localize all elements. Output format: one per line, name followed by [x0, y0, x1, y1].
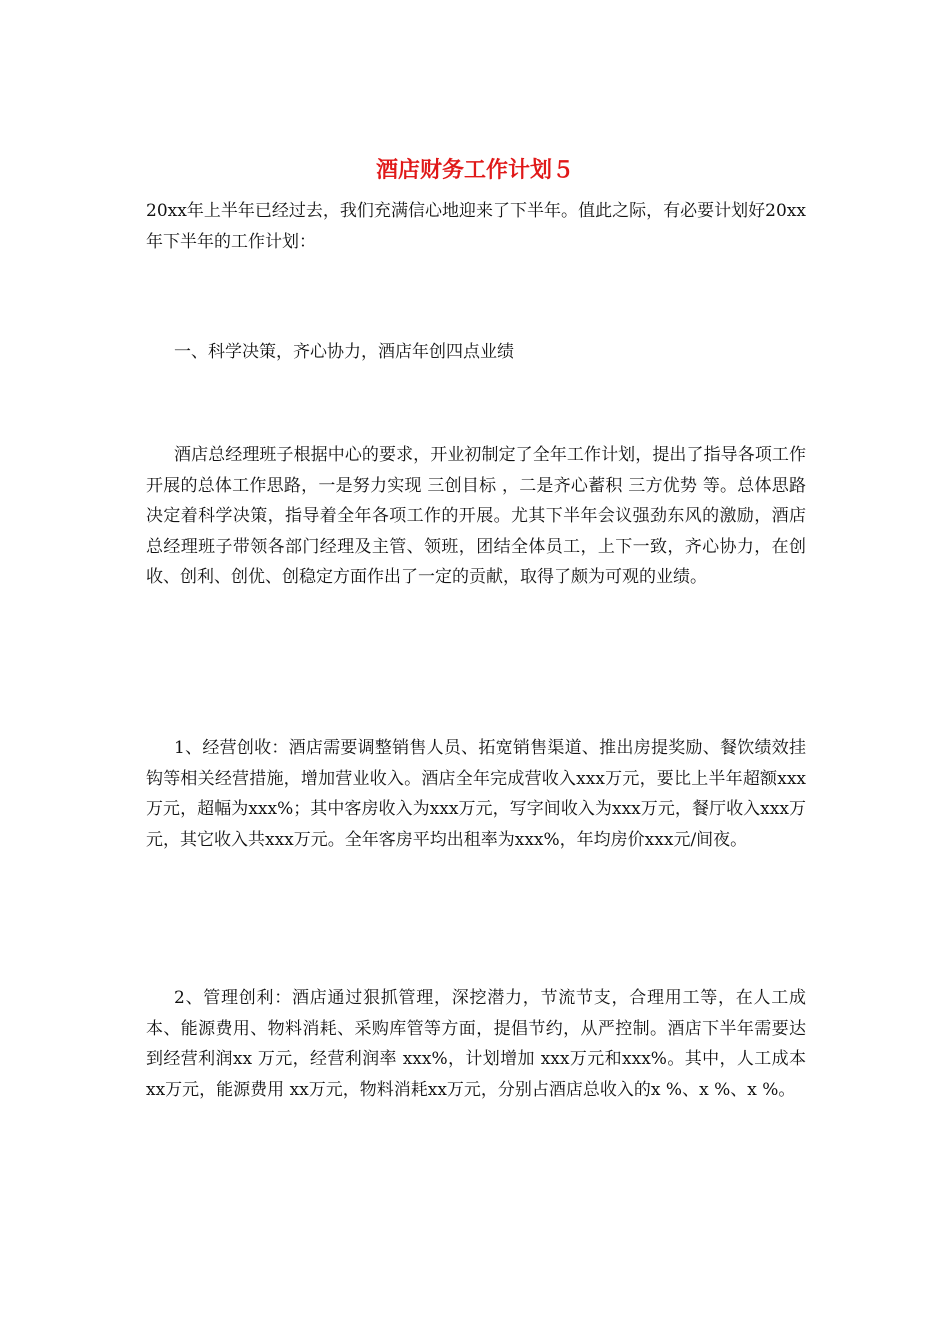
- section-1-heading: 一、科学决策，齐心协力，酒店年创四点业绩: [174, 342, 514, 362]
- item-2-paragraph: 2、管理创利：酒店通过狠抓管理，深挖潜力，节流节支，合理用工等，在人工成本、能源费用、物料消耗、采购库管等方面，提倡节约，从严控制。酒店下半年需要达到经营利润xx 万元，经营利润率 xxx%，计划增加 xxx万元和xxx%。其中，人工成本 xx万元，能源费用 xx万元，物料消耗xx万元，分别占酒店总收入的x %、x %、x %。: [146, 988, 806, 1100]
- section-1-body: 酒店总经理班子根据中心的要求，开业初制定了全年工作计划，提出了指导各项工作开展的总体工作思路，一是努力实现 三创目标 ，二是齐心蓄积 三方优势 等。总体思路决定着科学决策，指导着全年各项工作的开展。尤其下半年会议强劲东风的激励，酒店总经理班子带领各部门经理及主管、领班，团结全体员工，上下一致，齐心协力，在创收、创利、创优、创稳定方面作出了一定的贡献，取得了颇为可观的业绩。: [146, 445, 806, 587]
- intro-paragraph: 20xx年上半年已经过去，我们充满信心地迎来了下半年。值此之际，有必要计划好20xx年下半年的工作计划：: [146, 201, 806, 252]
- document-title: 酒店财务工作计划５: [375, 157, 574, 183]
- item-1-paragraph: 1、经营创收：酒店需要调整销售人员、拓宽销售渠道、推出房提奖励、餐饮绩效挂钩等相关经营措施，增加营业收入。酒店全年完成营收入xxx万元，要比上半年超额xxx万元，超幅为xxx%；其中客房收入为xxx万元，写字间收入为xxx万元，餐厅收入xxx万元，其它收入共xxx万元。全年客房平均出租率为xxx%，年均房价xxx元/间夜。: [146, 738, 806, 850]
